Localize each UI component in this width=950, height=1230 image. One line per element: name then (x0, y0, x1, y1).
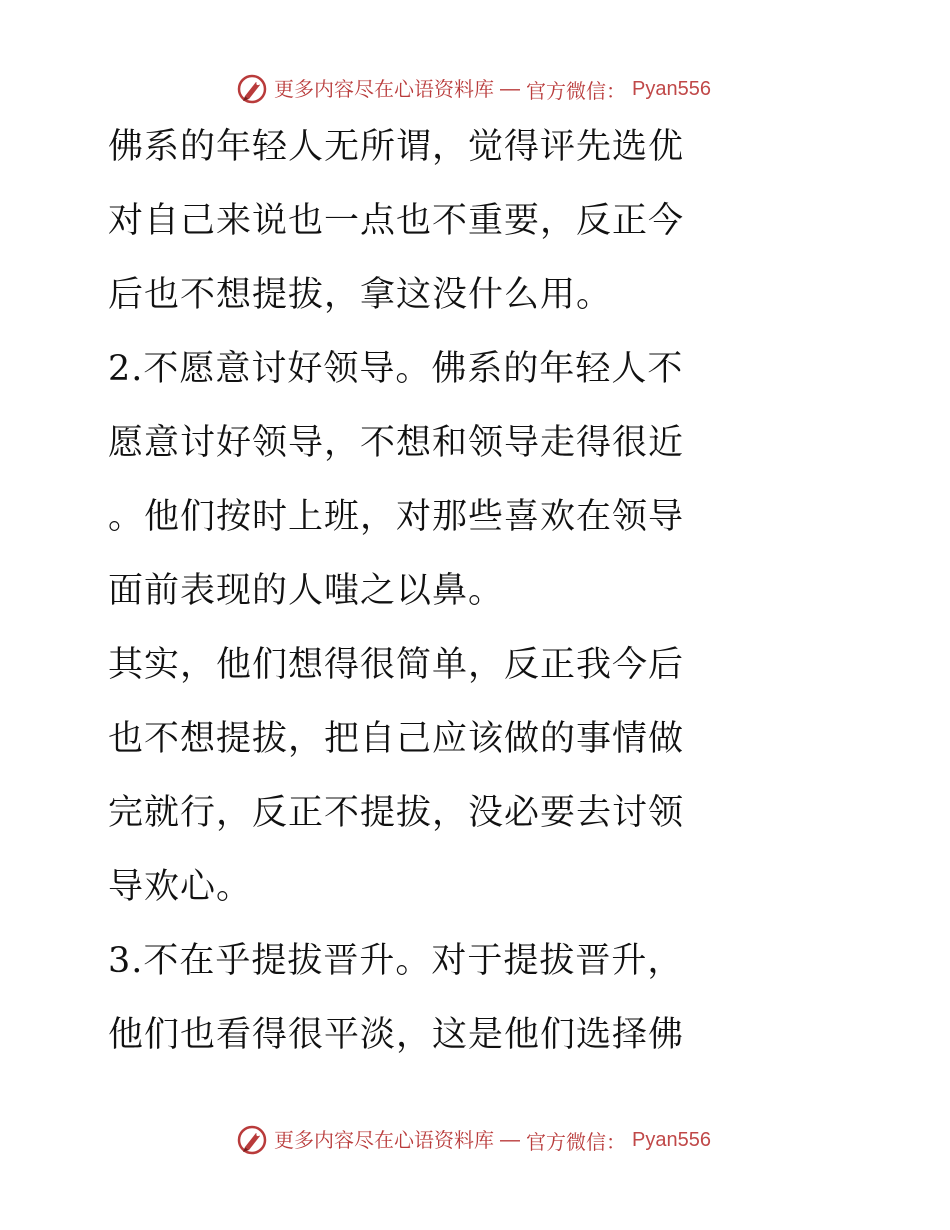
body-line: 导欢心。 (108, 867, 253, 907)
footer-site-text: 更多内容尽在心语资料库 (274, 1128, 494, 1152)
pen-logo-icon (236, 1124, 268, 1156)
body-line: 也不想提拔，把自己应该做的事情做 (108, 719, 685, 759)
body-line: 后也不想提拔，拿这没什么用。 (108, 275, 613, 315)
body-line: 2.不愿意讨好领导。佛系的年轻人不 (108, 349, 684, 389)
footer-banner (236, 1123, 711, 1157)
footer-wechat-account: Pyan556 (632, 1128, 711, 1151)
body-line: 面前表现的人嗤之以鼻。 (108, 571, 505, 611)
body-line: 对自己来说也一点也不重要，反正今 (108, 201, 685, 241)
body-line: 。他们按时上班，对那些喜欢在领导 (108, 497, 685, 537)
footer-dash: — (500, 1128, 520, 1151)
body-line: 其实，他们想得很简单，反正我今后 (108, 645, 685, 685)
body-line: 他们也看得很平淡，这是他们选择佛 (108, 1015, 685, 1055)
body-line: 3.不在乎提拔晋升。对于提拔晋升， (108, 941, 684, 981)
body-line: 愿意讨好领导，不想和领导走得很近 (108, 423, 685, 463)
document-body (108, 110, 685, 1072)
body-line: 佛系的年轻人无所谓，觉得评先选优 (108, 127, 685, 167)
body-line: 完就行，反正不提拔，没必要去讨领 (108, 793, 685, 833)
header-banner (236, 72, 711, 106)
header-site-text: 更多内容尽在心语资料库 (274, 77, 494, 101)
footer-wechat-label: 官方微信： (526, 1129, 626, 1154)
header-dash: — (500, 77, 520, 100)
header-wechat-label: 官方微信： (526, 78, 626, 103)
header-wechat-account: Pyan556 (632, 77, 711, 100)
pen-logo-icon (236, 73, 268, 105)
